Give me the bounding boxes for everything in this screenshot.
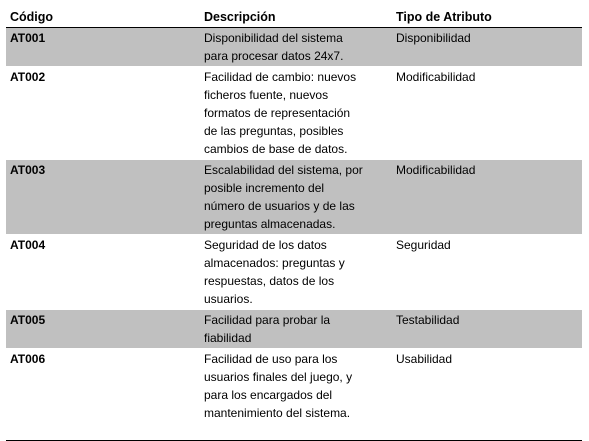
description-line: para los encargados del [204,388,333,402]
description-line: Disponibilidad del sistema [204,31,343,45]
header-code: Código [6,7,200,28]
attribute-description [200,349,392,441]
attribute-code: AT001 [6,28,200,67]
description-line: para procesar datos 24x7. [204,49,344,63]
table-row [6,310,582,349]
attribute-description [200,67,392,160]
description-line: formatos de representación [204,106,351,120]
header-type: Tipo de Atributo [392,7,582,28]
attribute-code: AT003 [6,160,200,235]
attribute-description [200,160,392,235]
description-line: fiabilidad [204,331,252,345]
table-row [6,235,582,310]
header-description: Descripción [200,7,392,28]
description-line: almacenados: preguntas y [204,256,345,270]
quality-attributes-table [6,7,582,441]
description-line: usuarios. [204,292,253,306]
attribute-type: Modificabilidad [392,67,582,160]
description-line: preguntas almacenadas. [204,217,336,231]
attribute-code: AT004 [6,235,200,310]
description-line: ficheros fuente, nuevos [204,88,329,102]
description-line: Facilidad para probar la [204,313,331,327]
description-line: mantenimiento del sistema. [204,406,351,420]
description-line: posible incremento del [204,181,325,195]
attribute-type: Testabilidad [392,310,582,349]
table-row [6,160,582,235]
description-line: usuarios finales del juego, y [204,370,353,384]
attribute-code: AT005 [6,310,200,349]
attribute-type: Usabilidad [392,349,582,441]
attribute-type: Disponibilidad [392,28,582,67]
description-line: Seguridad de los datos [204,238,327,252]
description-line: Escalabilidad del sistema, por [204,163,363,177]
description-line: número de usuarios y de las [204,199,355,213]
attribute-code: AT002 [6,67,200,160]
attribute-description [200,235,392,310]
description-line: respuestas, datos de los [204,274,335,288]
description-line: Facilidad de uso para los [204,352,338,366]
attribute-type: Modificabilidad [392,160,582,235]
attribute-description [200,310,392,349]
table-row [6,28,582,67]
header-row [6,7,582,28]
description-line: cambios de base de datos. [204,142,348,156]
attribute-description [200,28,392,67]
table-row [6,67,582,160]
description-line: de las preguntas, posibles [204,124,344,138]
attribute-type: Seguridad [392,235,582,310]
table-row [6,349,582,441]
attribute-code: AT006 [6,349,200,441]
description-line: Facilidad de cambio: nuevos [204,70,357,84]
